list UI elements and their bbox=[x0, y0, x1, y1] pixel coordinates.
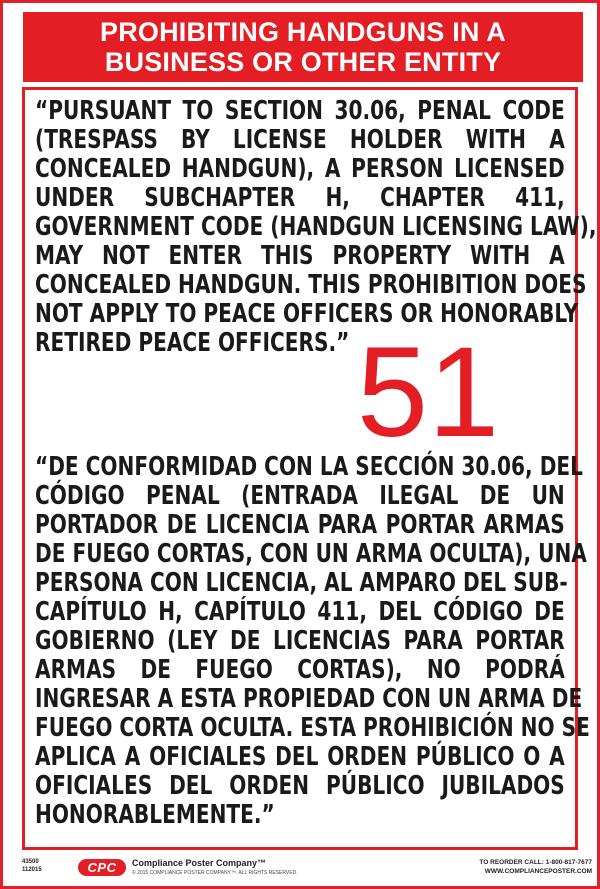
spanish-text-line: CÓDIGO PENAL (ENTRADA ILEGAL DE UN bbox=[35, 481, 565, 511]
cpc-logo: CPC bbox=[78, 859, 126, 876]
spanish-text-line: FUEGO CORTA OCULTA. ESTA PROHIBICIÓN NO SE bbox=[35, 713, 590, 743]
title-line-1: PROHIBITING HANDGUNS IN A bbox=[99, 17, 506, 47]
spanish-text-line: PORTADOR DE LICENCIA PARA PORTAR ARMAS bbox=[35, 510, 565, 540]
english-text-line: NOT APPLY TO PEACE OFFICERS OR HONORABLY bbox=[35, 299, 579, 329]
footer bbox=[0, 855, 600, 889]
english-text-line: RETIRED PEACE OFFICERS.” bbox=[35, 328, 350, 358]
english-text-line: UNDER SUBCHAPTER H, CHAPTER 411, bbox=[35, 183, 565, 213]
english-notice bbox=[35, 96, 597, 358]
reorder-phone: TO REORDER CALL: 1-800-817-7677 bbox=[479, 859, 592, 866]
spanish-text-line: PERSONA CON LICENCIA, AL AMPARO DEL SUB- bbox=[35, 568, 568, 598]
spanish-text-line: INGRESAR A ESTA PROPIEDAD CON UN ARMA DE bbox=[35, 684, 583, 714]
website-link[interactable]: WWW.COMPLIANCEPOSTER.COM bbox=[484, 868, 592, 875]
english-text-line: MAY NOT ENTER THIS PROPERTY WITH A bbox=[35, 241, 565, 271]
spanish-notice bbox=[35, 452, 590, 830]
spanish-text-line: ARMAS DE FUEGO CORTAS), NO PODRÁ bbox=[35, 655, 565, 685]
english-text-line: CONCEALED HANDGUN), A PERSON LICENSED bbox=[35, 154, 565, 184]
spanish-text-line: CAPÍTULO H, CAPÍTULO 411, DEL CÓDIGO DE bbox=[35, 597, 565, 627]
notice-panel bbox=[22, 87, 597, 850]
page-number-overlay: 51 bbox=[356, 321, 500, 464]
spanish-text-line: OFICIALES DEL ORDEN PÚBLICO JUBILADOS bbox=[35, 771, 565, 801]
english-text-line: (TRESPASS BY LICENSE HOLDER WITH A bbox=[35, 125, 565, 155]
title-line-2: BUSINESS OR OTHER ENTITY bbox=[104, 47, 502, 77]
product-code: 43500 bbox=[22, 859, 39, 865]
revision-code: 112015 bbox=[22, 867, 42, 873]
spanish-text-line: HONORABLEMENTE.” bbox=[35, 800, 275, 830]
english-text-line: “PURSUANT TO SECTION 30.06, PENAL CODE bbox=[35, 96, 565, 126]
english-text-line: CONCEALED HANDGUN. THIS PROHIBITION DOES bbox=[35, 270, 587, 300]
spanish-text-line: DE FUEGO CORTAS, CON UN ARMA OCULTA), UNA bbox=[35, 539, 587, 569]
company-name: Compliance Poster Company™ bbox=[132, 858, 267, 868]
copyright-text: © 2015 COMPLIANCE POSTER COMPANY™. ALL RIGHTS RESERVED. bbox=[132, 870, 298, 876]
spanish-text-line: APLICA A OFICIALES DEL ORDEN PÚBLICO O A bbox=[35, 742, 565, 772]
english-text-line: GOVERNMENT CODE (HANDGUN LICENSING LAW), bbox=[35, 212, 597, 242]
spanish-text-line: GOBIERNO (LEY DE LICENCIAS PARA PORTAR bbox=[35, 626, 565, 656]
title-banner bbox=[23, 12, 583, 82]
spanish-text-line: “DE CONFORMIDAD CON LA SECCIÓN 30.06, DEL bbox=[35, 452, 583, 482]
